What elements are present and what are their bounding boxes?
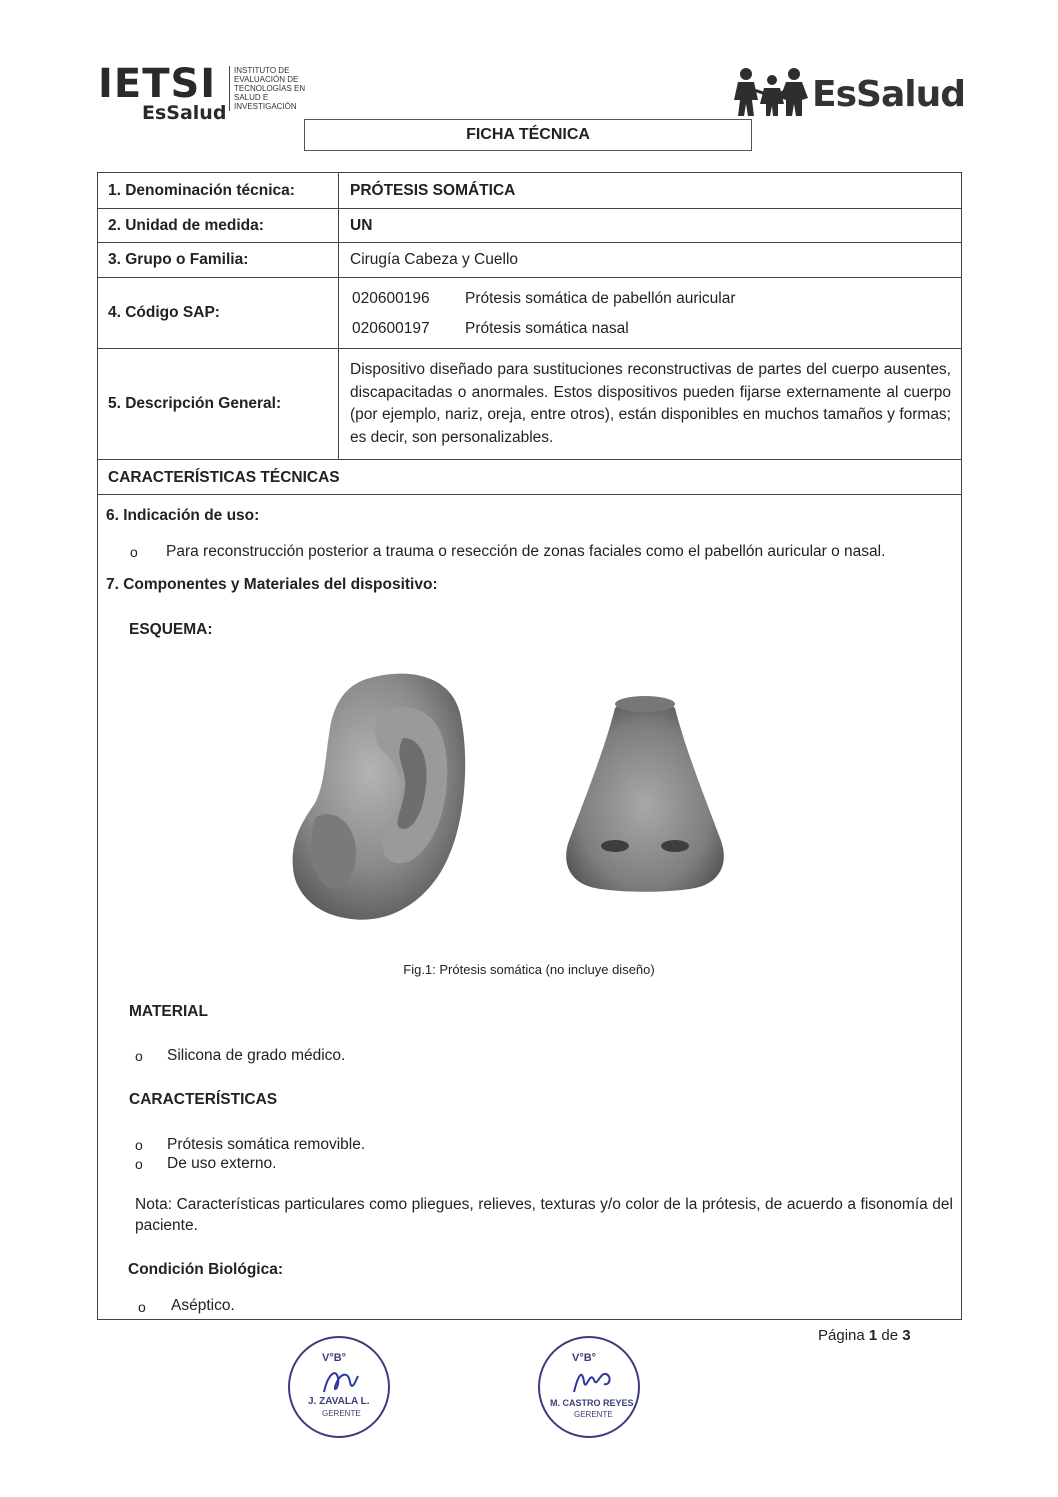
caracteristicas-heading: CARACTERÍSTICAS [129,1091,278,1108]
essalud-logo [732,66,965,123]
stamp-name: J. ZAVALA L. [308,1396,370,1407]
ietsi-text-line: EVALUACIÓN DE [234,75,299,84]
label-descripcion: 5. Descripción General: [98,349,339,459]
document-title: FICHA TÉCNICA [304,119,752,151]
ietsi-logo-sub: EsSalud [142,102,227,124]
ietsi-text-line: SALUD E [234,93,269,102]
label-sap: 4. Código SAP: [98,278,339,348]
page-label: Página [818,1327,865,1344]
label-grupo: 3. Grupo o Familia: [98,243,339,277]
caracteristicas-item: De uso externo. [167,1155,277,1172]
value-denominacion: PRÓTESIS SOMÁTICA [350,181,516,199]
prosthesis-figure [275,668,735,933]
sap-name: Prótesis somática nasal [465,320,629,337]
sap-code: 020600197 [352,320,430,337]
bullet-marker: o [135,1048,143,1064]
essalud-logo-text: EsSalud [812,74,965,115]
row-unidad [98,209,961,243]
componentes-heading: 7. Componentes y Materiales del dispositivo: [106,576,438,593]
page-current: 1 [868,1327,878,1344]
indicacion-item: Para reconstrucción posterior a trauma o resección de zonas faciales como el pabellón auricular o nasal. [166,543,886,560]
stamp-left [288,1336,390,1438]
material-item: Silicona de grado médico. [167,1047,346,1064]
bullet-marker: o [130,544,138,560]
row-sap [98,278,961,349]
ietsi-logo-text [229,66,324,111]
material-heading: MATERIAL [129,1003,208,1020]
ear-prosthesis-icon [293,674,466,920]
indicacion-heading: 6. Indicación de uso: [106,507,260,524]
stamp-role: GERENTE [322,1409,361,1418]
page-number [818,1327,911,1344]
nose-prosthesis-icon [566,696,724,892]
label-unidad: 2. Unidad de medida: [98,209,339,242]
row-descripcion [98,349,961,460]
ietsi-logo [98,61,306,124]
row-grupo [98,243,961,278]
row-denominacion [98,173,961,209]
family-icon [732,66,810,118]
caracteristicas-tecnicas-heading: CARACTERÍSTICAS TÉCNICAS [108,469,340,486]
ietsi-text-line: INVESTIGACIÓN [234,102,297,111]
bullet-marker: o [135,1156,143,1172]
signature-icon [570,1362,618,1396]
stamp-right [538,1336,640,1438]
sap-code: 020600196 [352,290,430,307]
stamp-vb: V°B° [572,1352,597,1364]
nota-text: Nota: Características particulares como pliegues, relieves, texturas y/o color de la prótesis, de acuerdo a fisonomía del paciente. [135,1196,953,1234]
stamp-role: GERENTE [574,1410,613,1419]
value-descripcion: Dispositivo diseñado para sustituciones reconstructivas de partes del cuerpo ausentes, discapacitadas o anormales. Estos dispositivos pueden fijarse externamente al cuerpo (por ejemplo, nariz, oreja, entre otros), están disponibles en muchos tamaños y formas; es decir, son personalizables. [350,361,951,446]
esquema-heading: ESQUEMA: [129,621,213,638]
page-of: de [881,1327,899,1344]
ietsi-logo-main: IETSI [98,61,217,107]
value-sap [340,278,961,348]
label-denominacion: 1. Denominación técnica: [98,173,339,208]
ietsi-text-line: TECNOLOGÍAS EN [234,84,306,93]
row-caracteristicas-heading [98,460,961,495]
page-total: 3 [902,1327,911,1344]
signature-icon [318,1364,362,1396]
value-unidad: UN [350,216,373,234]
figure-caption: Fig.1: Prótesis somática (no incluye diseño) [403,962,655,977]
bullet-marker: o [138,1299,146,1315]
value-grupo: Cirugía Cabeza y Cuello [350,251,519,268]
ietsi-text-line: INSTITUTO DE [234,66,290,75]
condicion-heading: Condición Biológica: [128,1261,283,1278]
stamp-name: M. CASTRO REYES [550,1398,634,1408]
condicion-item: Aséptico. [171,1297,235,1314]
caracteristicas-item: Prótesis somática removible. [167,1136,366,1153]
sap-name: Prótesis somática de pabellón auricular [465,290,736,307]
stamp-vb: V°B° [322,1352,347,1364]
bullet-marker: o [135,1137,143,1153]
